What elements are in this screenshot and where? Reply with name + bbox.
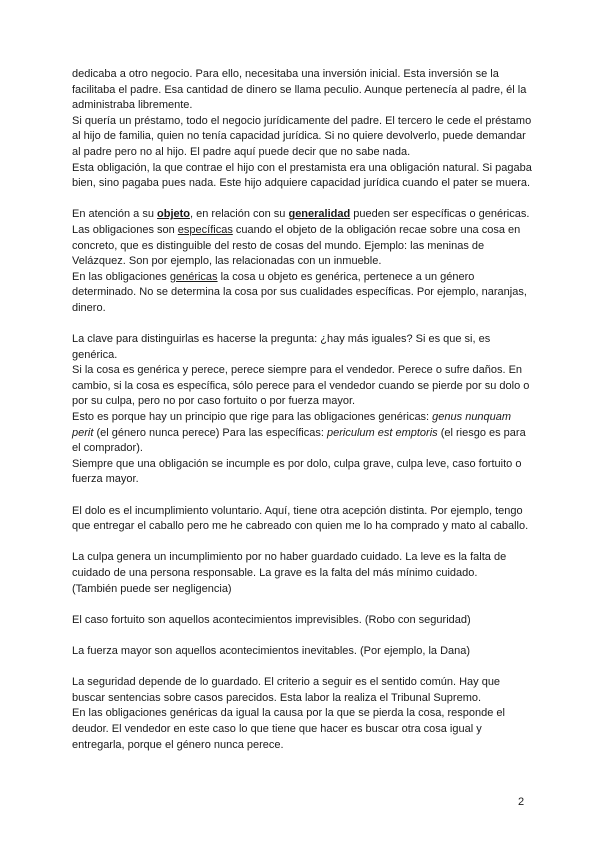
paragraph-caso-fortuito: El caso fortuito son aquellos acontecimientos imprevisibles. (Robo con seguridad) (72, 613, 471, 626)
paragraph-prestamo: Si quería un préstamo, todo el negocio jurídicamente del padre. El tercero le cede el préstamo al hijo de familia, quien no tenía capacidad jurídica. Si no quiere devolverlo, puede demandar al padre pero no al hijo. El padre aquí puede decir que no sabe nada. (72, 114, 532, 158)
paragraph-fuerza-mayor: La fuerza mayor son aquellos acontecimientos inevitables. (Por ejemplo, la Dana) (72, 644, 471, 657)
paragraph-gap (72, 628, 532, 644)
paragraph-incumplimiento: Siempre que una obligación se incumple es por dolo, culpa grave, culpa leve, caso fortuito o fuerza mayor. (72, 457, 522, 486)
page-content (72, 67, 532, 753)
term-generalidad: generalidad (288, 208, 351, 221)
paragraph-gap (72, 597, 532, 613)
paragraph-genericas-causa: En las obligaciones genéricas da igual la causa por la que se pierda la cosa, responde el deudor. El vendedor en este caso lo que tiene que hacer es buscar otra cosa igual y entregarla, porque el género nunca perece. (72, 707, 505, 751)
paragraph-gap (72, 192, 532, 208)
paragraph-perece: Si la cosa es genérica y perece, perece siempre para el vendedor. Perece o sufre daños. En cambio, si la cosa es específica, sólo perece para el vendedor cuando se pierde por su dolo o por su culpa, pero no por caso fortuito o por fuerza mayor. (72, 364, 530, 408)
term-especificas: específicas (177, 223, 233, 236)
paragraph-gap (72, 317, 532, 333)
paragraph-obligacion-natural: Esta obligación, la que contrae el hijo con el prestamista era una obligación natural. Si pagaba bien, sino pagaba pues nada. Este hijo adquiere capacidad jurídica cuando el pater se muera. (72, 161, 532, 190)
paragraph-especificas: Las obligaciones son específicas cuando el objeto de la obligación recae sobre una cosa en concreto, que es distinguible del resto de cosas del mundo. Ejemplo: las meninas de Velázquez. Son por ejemplo, las relacionadas con un inmueble. (72, 223, 521, 268)
term-objeto: objeto (157, 208, 191, 221)
latin-periculum-est-emptoris: periculum est emptoris (326, 426, 438, 439)
paragraph-culpa: La culpa genera un incumplimiento por no haber guardado cuidado. La leve es la falta de cuidado de una persona responsable. La grave es la falta del más mínimo cuidado. (72, 551, 507, 579)
paragraph-clave: La clave para distinguirlas es hacerse la pregunta: ¿hay más iguales? Si es que si, es genérica. (72, 333, 491, 361)
paragraph-principio: Esto es porque hay un principio que rige para las obligaciones genéricas: genus nunquam perit (el género nunca perece) Para las específicas: periculum est emptoris (el riesgo es para el comprador). (72, 411, 526, 455)
paragraph-gap (72, 660, 532, 676)
latin-genus-nunquam-perit: genus nunquam perit (72, 411, 512, 439)
page-number: 2 (518, 796, 525, 808)
paragraph-seguridad: La seguridad depende de lo guardado. El criterio a seguir es el sentido común. Hay que buscar sentencias sobre casos parecidos. Esta labor la realiza el Tribunal Supremo. (72, 676, 501, 704)
paragraph-clasificacion: En atención a su objeto, en relación con su generalidad pueden ser específicas o genéricas. (72, 208, 530, 221)
paragraph-peculio: dedicaba a otro negocio. Para ello, necesitaba una inversión inicial. Esta inversión se la facilitaba el padre. Esa cantidad de dinero se llama peculio. Aunque pertenecía al padre, él la administraba libremente. (72, 68, 527, 112)
term-genericas: genéricas (169, 270, 218, 283)
paragraph-dolo: El dolo es el incumplimiento voluntario. Aquí, tiene otra acepción distinta. Por ejemplo, tengo que entregar el caballo pero me he cabreado con quien me lo ha comprado y mato al caballo. (72, 504, 529, 533)
paragraph-genericas: En las obligaciones genéricas la cosa u objeto es genérica, pertenece a un género determinado. No se determina la cosa por sus cualidades específicas. Por ejemplo, naranjas, dinero. (72, 270, 527, 314)
paragraph-gap (72, 535, 532, 551)
paragraph-negligencia: (También puede ser negligencia) (72, 582, 232, 595)
paragraph-gap (72, 488, 532, 504)
